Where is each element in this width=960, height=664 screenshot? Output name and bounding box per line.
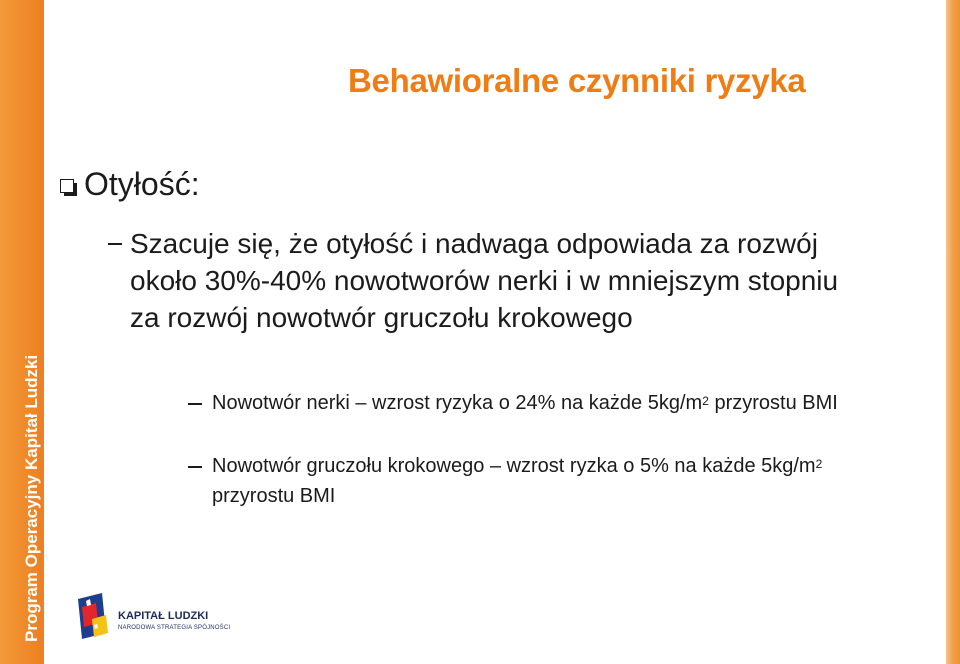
left-sidebar-bar <box>0 0 44 664</box>
square-bullet-icon <box>60 179 74 193</box>
logo-emblem-icon <box>76 593 112 639</box>
point-obesity-estimate <box>108 225 868 336</box>
subpoint-text-main: Nowotwór gruczołu krokowego – wzrost ryzka o 5% na każde 5kg/m <box>212 455 816 477</box>
subpoint-text <box>188 451 888 511</box>
subpoint-text-end: przyrostu BMI <box>212 485 336 507</box>
superscript: 2 <box>815 457 823 471</box>
logo-subtitle: NARODOWA STRATEGIA SPÓJNOŚCI <box>118 625 231 631</box>
superscript: 2 <box>702 394 709 408</box>
logo-title: KAPITAŁ LUDZKI <box>118 610 209 622</box>
main-bullet <box>60 166 200 203</box>
subpoint-text-main: Nowotwór nerki – wzrost ryzyka o 24% na każde 5kg/m <box>212 392 703 414</box>
program-name-vertical: Program Operacyjny Kapitał Ludzki <box>22 354 41 642</box>
subpoint-text-end: przyrostu BMI <box>708 392 838 414</box>
dash-icon <box>108 243 122 245</box>
dash-icon <box>188 466 202 468</box>
bullet-heading: Otyłość: <box>84 166 200 202</box>
slide-title: Behawioralne czynniki ryzyka <box>348 62 806 99</box>
subpoint-prostate <box>188 451 888 511</box>
subpoint-text <box>188 388 888 418</box>
kapital-ludzki-logo <box>54 573 242 661</box>
right-edge-bar <box>946 0 960 664</box>
subpoint-kidney <box>188 388 888 418</box>
point-text: Szacuje się, że otyłość i nadwaga odpowiada za rozwój około 30%-40% nowotworów nerki i w mniejszym stopniu za rozwój nowotwór gruczołu krokowego <box>130 228 839 333</box>
dash-icon <box>188 403 202 405</box>
